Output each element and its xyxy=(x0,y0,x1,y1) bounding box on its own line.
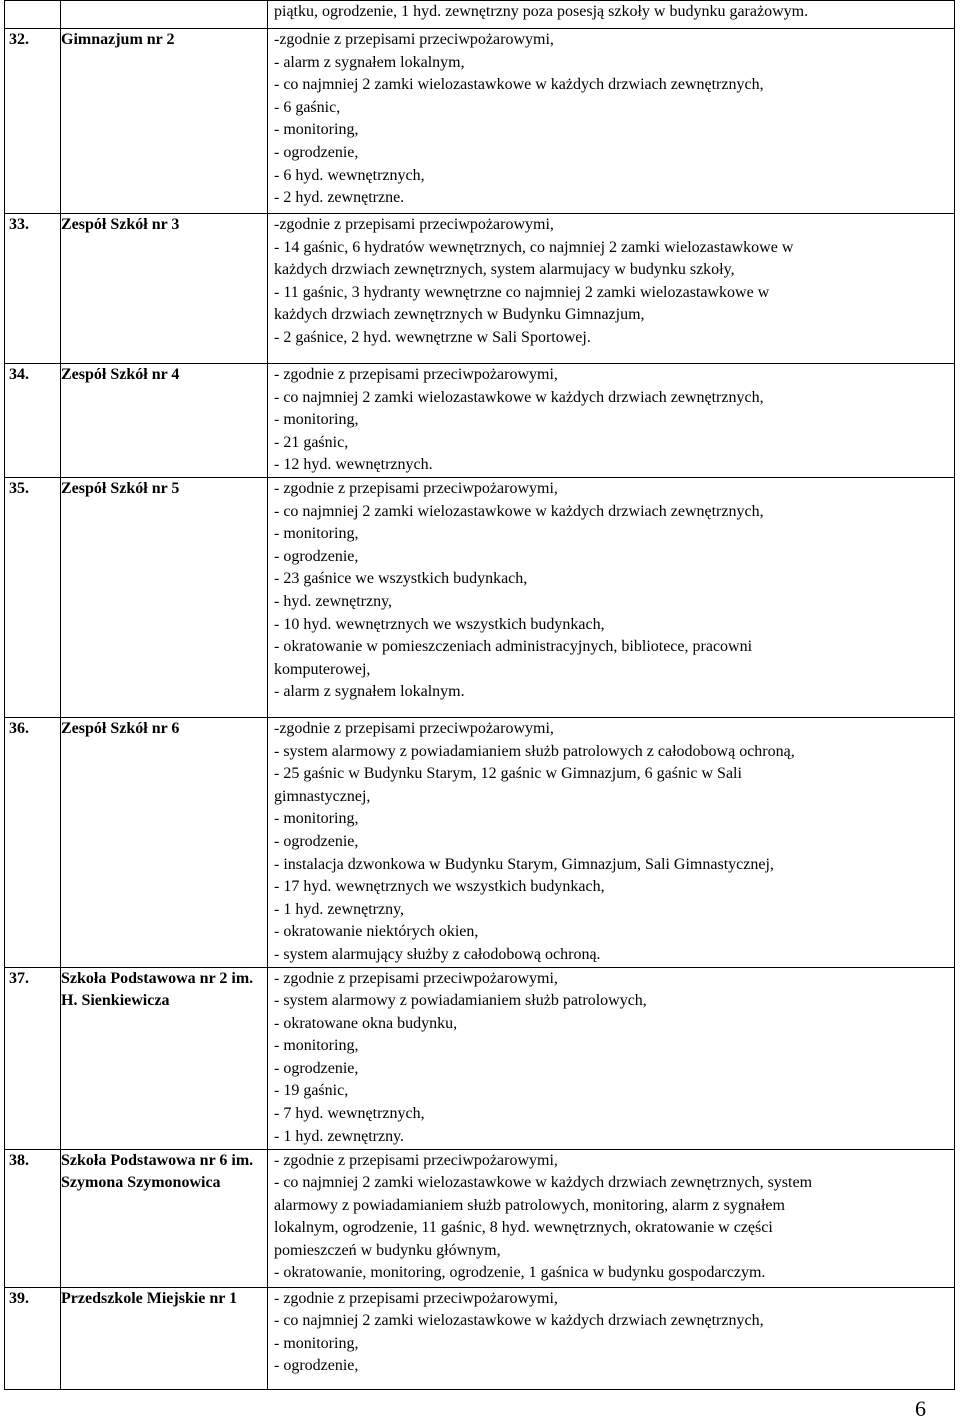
row-number: 36. xyxy=(5,717,61,967)
institution-name: Zespół Szkół nr 4 xyxy=(61,364,268,478)
row-number: 37. xyxy=(5,967,61,1149)
table-row xyxy=(5,1,955,29)
institution-name: Gimnazjum nr 2 xyxy=(61,29,268,214)
description-line: - okratowanie w pomieszczeniach administracyjnych, bibliotece, pracowni xyxy=(274,638,753,656)
page-number: 6 xyxy=(915,1396,926,1421)
description-line: - 12 hyd. wewnętrznych. xyxy=(274,456,433,474)
institution-name: Zespół Szkół nr 6 xyxy=(61,717,268,967)
description-line: - co najmniej 2 zamki wielozastawkowe w każdych drzwiach zewnętrznych, xyxy=(274,388,764,406)
table-row xyxy=(5,1287,955,1389)
institution-name: Szkoła Podstawowa nr 6 im. Szymona Szymonowica xyxy=(61,1149,268,1287)
description-line: - zgodnie z przepisami przeciwpożarowymi, xyxy=(274,479,558,497)
description-line: pomieszczeń w budynku głównym, xyxy=(274,1241,501,1259)
description-line: gimnastycznej, xyxy=(274,787,371,805)
institution-name: Zespół Szkół nr 5 xyxy=(61,477,268,717)
institution-name: Zespół Szkół nr 3 xyxy=(61,214,268,364)
security-description xyxy=(268,477,955,717)
security-description xyxy=(268,1,955,29)
table-row xyxy=(5,967,955,1149)
description-line: - monitoring, xyxy=(274,525,359,543)
description-line: - alarm z sygnałem lokalnym. xyxy=(274,683,465,701)
description-line: - co najmniej 2 zamki wielozastawkowe w każdych drzwiach zewnętrznych, xyxy=(274,502,764,520)
description-line: - system alarmujący służby z całodobową ochroną. xyxy=(274,945,601,963)
description-line: - 10 hyd. wewnętrznych we wszystkich budynkach, xyxy=(274,615,605,633)
description-line: - 1 hyd. zewnętrzny. xyxy=(274,1127,405,1145)
institution-name: Szkoła Podstawowa nr 2 im. H. Sienkiewicza xyxy=(61,967,268,1149)
description-line: - okratowanie niektórych okien, xyxy=(274,923,479,941)
row-number: 35. xyxy=(5,477,61,717)
description-line: - 6 gaśnic, xyxy=(274,98,341,116)
description-line: - 23 gaśnice we wszystkich budynkach, xyxy=(274,570,528,588)
table-row xyxy=(5,717,955,967)
description-line: -zgodnie z przepisami przeciwpożarowymi, xyxy=(274,719,554,737)
security-description xyxy=(268,1287,955,1389)
table-row xyxy=(5,477,955,717)
institution-name: Przedszkole Miejskie nr 1 xyxy=(61,1287,268,1389)
security-description xyxy=(268,364,955,478)
description-line: - monitoring, xyxy=(274,810,359,828)
description-line: - zgodnie z przepisami przeciwpożarowymi, xyxy=(274,969,558,987)
description-line: alarmowy z powiadamianiem służb patrolowych, monitoring, alarm z sygnałem xyxy=(274,1196,785,1214)
security-table-body xyxy=(5,1,955,1390)
description-line: - 17 hyd. wewnętrznych we wszystkich budynkach, xyxy=(274,878,605,896)
security-description xyxy=(268,1149,955,1287)
description-line: - co najmniej 2 zamki wielozastawkowe w każdych drzwiach zewnętrznych, system xyxy=(274,1174,813,1192)
description-line: - 7 hyd. wewnętrznych, xyxy=(274,1105,425,1123)
security-description xyxy=(268,717,955,967)
description-line: - system alarmowy z powiadamianiem służb patrolowych z całodobową ochroną, xyxy=(274,742,795,760)
description-line: piątku, ogrodzenie, 1 hyd. zewnętrzny poza posesją szkoły w budynku garażowym. xyxy=(274,3,809,20)
row-number: 32. xyxy=(5,29,61,214)
description-line: każdych drzwiach zewnętrznych, system alarmujacy w budynku szkoły, xyxy=(274,261,735,279)
row-number: 33. xyxy=(5,214,61,364)
description-line: -zgodnie z przepisami przeciwpożarowymi, xyxy=(274,216,554,233)
description-line: lokalnym, ogrodzenie, 11 gaśnic, 8 hyd. wewnętrznych, okratowanie w części xyxy=(274,1219,773,1237)
description-line: - ogrodzenie, xyxy=(274,143,359,161)
description-line: - 2 gaśnice, 2 hyd. wewnętrzne w Sali Sportowej. xyxy=(274,328,591,346)
description-line: - ogrodzenie, xyxy=(274,1357,359,1375)
description-line: - monitoring, xyxy=(274,121,359,139)
description-line: - 1 hyd. zewnętrzny, xyxy=(274,900,405,918)
description-line: - co najmniej 2 zamki wielozastawkowe w każdych drzwiach zewnętrznych, xyxy=(274,1312,764,1330)
security-description xyxy=(268,967,955,1149)
description-line: - instalacja dzwonkowa w Budynku Starym, Gimnazjum, Sali Gimnastycznej, xyxy=(274,855,774,873)
description-line: - zgodnie z przepisami przeciwpożarowymi, xyxy=(274,366,558,383)
description-line: - 6 hyd. wewnętrznych, xyxy=(274,166,425,184)
description-line: - 21 gaśnic, xyxy=(274,433,349,451)
description-line: - 2 hyd. zewnętrzne. xyxy=(274,189,405,207)
row-number: 39. xyxy=(5,1287,61,1389)
description-line: - 11 gaśnic, 3 hydranty wewnętrzne co najmniej 2 zamki wielozastawkowe w xyxy=(274,283,770,301)
description-line: - monitoring, xyxy=(274,1037,359,1055)
description-line: - system alarmowy z powiadamianiem służb patrolowych, xyxy=(274,992,647,1010)
description-line: - 25 gaśnic w Budynku Starym, 12 gaśnic w Gimnazjum, 6 gaśnic w Sali xyxy=(274,765,742,783)
security-description xyxy=(268,214,955,364)
description-line: - 19 gaśnic, xyxy=(274,1082,349,1100)
description-line: - alarm z sygnałem lokalnym, xyxy=(274,53,465,71)
description-line: - okratowane okna budynku, xyxy=(274,1014,458,1032)
table-row xyxy=(5,364,955,478)
description-line: - ogrodzenie, xyxy=(274,832,359,850)
description-line: - 14 gaśnic, 6 hydratów wewnętrznych, co najmniej 2 zamki wielozastawkowe w xyxy=(274,238,794,256)
table-row xyxy=(5,29,955,214)
security-table xyxy=(4,0,955,1390)
description-line: - okratowanie, monitoring, ogrodzenie, 1 gaśnica w budynku gospodarczym. xyxy=(274,1264,766,1282)
row-number: 34. xyxy=(5,364,61,478)
description-line: komputerowej, xyxy=(274,660,371,678)
description-line: każdych drzwiach zewnętrznych w Budynku Gimnazjum, xyxy=(274,306,645,324)
description-line: -zgodnie z przepisami przeciwpożarowymi, xyxy=(274,31,554,48)
institution-name xyxy=(61,1,268,29)
row-number: 38. xyxy=(5,1149,61,1287)
row-number xyxy=(5,1,61,29)
description-line: - monitoring, xyxy=(274,1334,359,1352)
description-line: - zgodnie z przepisami przeciwpożarowymi, xyxy=(274,1289,558,1307)
description-line: - monitoring, xyxy=(274,411,359,429)
description-line: - co najmniej 2 zamki wielozastawkowe w każdych drzwiach zewnętrznych, xyxy=(274,76,764,94)
security-description xyxy=(268,29,955,214)
description-line: - ogrodzenie, xyxy=(274,1059,359,1077)
description-line: - hyd. zewnętrzny, xyxy=(274,592,393,610)
description-line: - zgodnie z przepisami przeciwpożarowymi, xyxy=(274,1151,558,1169)
table-row xyxy=(5,214,955,364)
table-row xyxy=(5,1149,955,1287)
description-line: - ogrodzenie, xyxy=(274,547,359,565)
